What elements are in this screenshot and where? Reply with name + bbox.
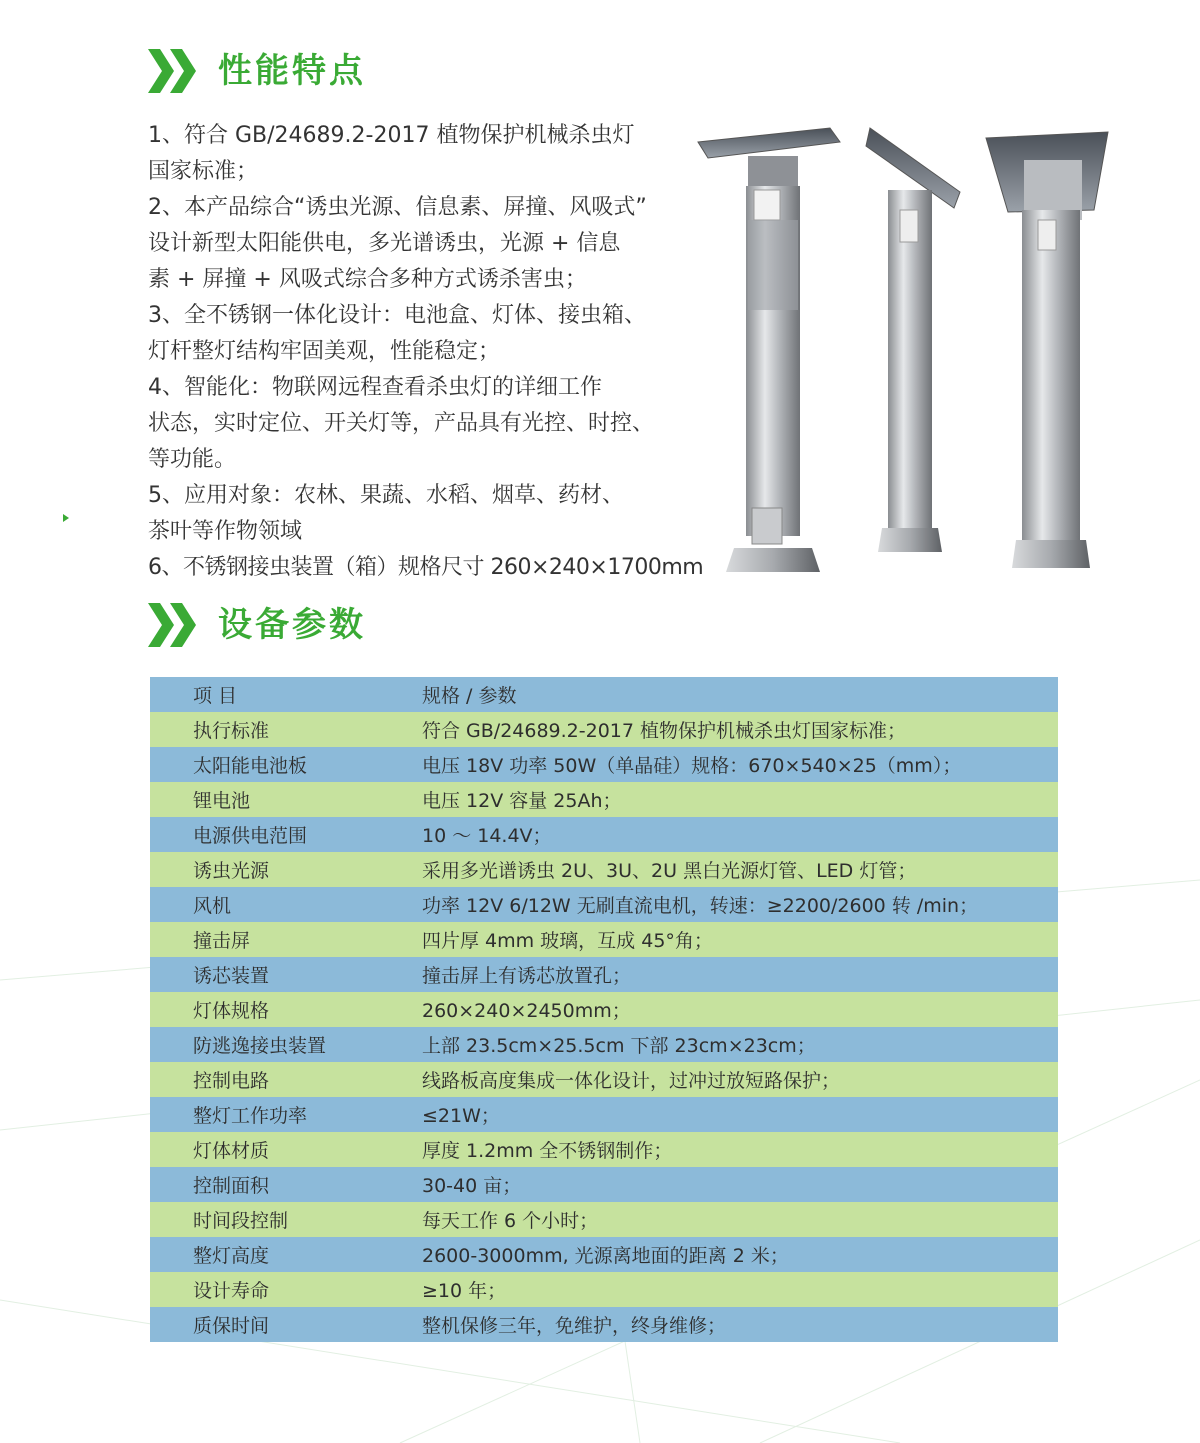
row-spec: 每天工作 6 个小时；: [422, 1210, 599, 1232]
header-spec: 规格 / 参数: [422, 685, 517, 707]
lamp-side-view: [866, 128, 960, 552]
row-item: 设计寿命: [193, 1280, 270, 1302]
row-item: 风机: [193, 895, 232, 917]
row-item: 锂电池: [193, 790, 251, 812]
row-spec: 260×240×2450mm；: [422, 1000, 631, 1022]
table-row: [150, 922, 1058, 957]
row-spec: 10 ～ 14.4V；: [422, 825, 552, 847]
table-row: [150, 1167, 1058, 1202]
feature-line: 国家标准；: [148, 159, 259, 184]
params-section-header: [148, 600, 366, 650]
table-row: [150, 1272, 1058, 1307]
feature-line: 4、智能化：物联网远程查看杀虫灯的详细工作: [148, 375, 602, 400]
table-row: [150, 992, 1058, 1027]
table-row: [150, 1027, 1058, 1062]
table-row: [150, 782, 1058, 817]
row-item: 灯体材质: [193, 1140, 270, 1162]
feature-line: 茶叶等作物领域: [148, 519, 303, 544]
table-row: [150, 712, 1058, 747]
row-item: 电源供电范围: [193, 825, 308, 847]
double-chevron-icon: [148, 49, 198, 93]
lamp-front-view: [698, 128, 840, 572]
double-chevron-icon: [148, 603, 198, 647]
row-spec: ≥10 年；: [422, 1280, 507, 1302]
row-spec: 电压 18V 功率 50W（单晶硅）规格：670×540×25（mm）；: [422, 755, 962, 777]
row-item: 控制电路: [193, 1070, 270, 1092]
row-item: 整灯工作功率: [193, 1105, 308, 1127]
row-spec: 上部 23.5cm×25.5cm 下部 23cm×23cm；: [422, 1035, 816, 1057]
table-header-row: [150, 677, 1058, 712]
row-spec: ≤21W；: [422, 1105, 500, 1127]
feature-line: 设计新型太阳能供电，多光谱诱虫，光源 + 信息: [148, 231, 621, 256]
row-spec: 厚度 1.2mm 全不锈钢制作；: [422, 1140, 673, 1162]
table-row: [150, 1132, 1058, 1167]
row-spec: 撞击屏上有诱芯放置孔；: [422, 965, 632, 987]
row-spec: 符合 GB/24689.2-2017 植物保护机械杀虫灯国家标准；: [422, 720, 907, 742]
row-spec: 电压 12V 容量 25Ah；: [422, 790, 622, 812]
feature-line: 灯杆整灯结构牢固美观，性能稳定；: [148, 339, 501, 364]
features-section-header: [148, 46, 366, 96]
table-row: [150, 1097, 1058, 1132]
row-item: 执行标准: [193, 720, 270, 742]
table-row: [150, 852, 1058, 887]
feature-line: 素 + 屏撞 + 风吸式综合多种方式诱杀害虫；: [148, 267, 587, 292]
row-spec: 30-40 亩；: [422, 1175, 522, 1197]
table-row: [150, 817, 1058, 852]
feature-line: 状态，实时定位、开关灯等，产品具有光控、时控、: [148, 411, 655, 436]
table-row: [150, 1307, 1058, 1342]
row-item: 诱虫光源: [193, 860, 270, 882]
table-row: [150, 887, 1058, 922]
row-spec: 采用多光谱诱虫 2U、3U、2U 黑白光源灯管、LED 灯管；: [422, 860, 917, 882]
feature-line: 6、不锈钢接虫装置（箱）规格尺寸 260×240×1700mm: [148, 555, 704, 580]
row-spec: 线路板高度集成一体化设计，过冲过放短路保护；: [422, 1070, 841, 1092]
lamp-back-view: [986, 132, 1108, 568]
table-row: [150, 747, 1058, 782]
feature-line: 1、符合 GB/24689.2-2017 植物保护机械杀虫灯: [148, 123, 635, 148]
row-item: 撞击屏: [193, 930, 251, 952]
spec-table: [150, 677, 1058, 1342]
row-spec: 四片厚 4mm 玻璃，互成 45°角；: [422, 930, 713, 952]
table-row: [150, 1062, 1058, 1097]
row-spec: 功率 12V 6/12W 无刷直流电机，转速：≥2200/2600 转 /min；: [422, 895, 979, 917]
row-item: 质保时间: [193, 1315, 270, 1337]
row-item: 太阳能电池板: [193, 755, 308, 777]
table-row: [150, 957, 1058, 992]
row-item: 灯体规格: [193, 1000, 270, 1022]
feature-line: 等功能。: [148, 447, 237, 472]
features-title: 性能特点: [218, 51, 366, 91]
solar-insect-lamp-illustration: [690, 120, 1120, 580]
params-title: 设备参数: [218, 605, 366, 645]
triangle-mark-icon: [63, 514, 69, 522]
feature-line: 3、全不锈钢一体化设计：电池盒、灯体、接虫箱、: [148, 303, 646, 328]
row-item: 控制面积: [193, 1175, 270, 1197]
row-spec: 整机保修三年，免维护，终身维修；: [422, 1315, 727, 1337]
row-item: 防逃逸接虫装置: [193, 1035, 327, 1057]
table-row: [150, 1237, 1058, 1272]
row-item: 时间段控制: [193, 1210, 289, 1232]
row-item: 整灯高度: [193, 1245, 270, 1267]
feature-line: 5、应用对象：农林、果蔬、水稻、烟草、药材、: [148, 483, 624, 508]
header-item: 项 目: [193, 685, 238, 707]
feature-line: 2、本产品综合“诱虫光源、信息素、屏撞、风吸式”: [148, 195, 647, 220]
row-item: 诱芯装置: [193, 965, 270, 987]
row-spec: 2600-3000mm, 光源离地面的距离 2 米；: [422, 1245, 789, 1267]
table-row: [150, 1202, 1058, 1237]
features-list: [148, 118, 708, 586]
